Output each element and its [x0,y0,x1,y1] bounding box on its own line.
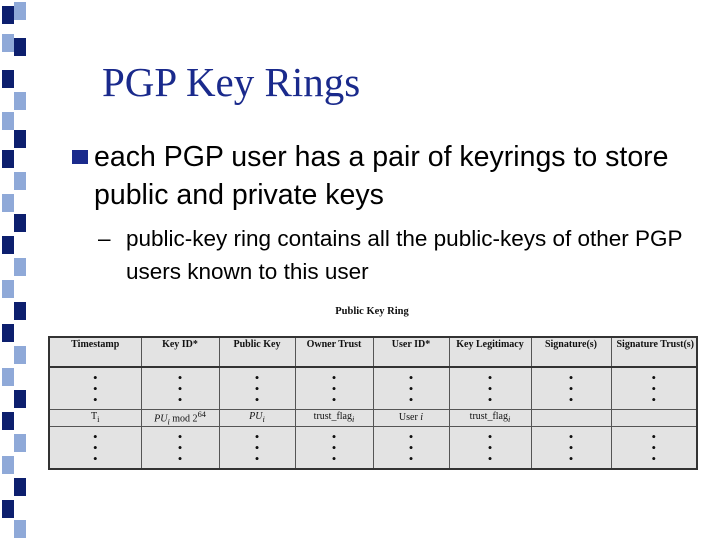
public-key-ring-table [48,336,698,470]
signature-trust-cell [611,409,697,427]
strip-square [2,324,14,342]
ellipsis-cell: • • • [219,367,295,409]
ellipsis-cell: • • • [449,427,531,469]
table-row [49,367,697,409]
sub-bullet-point [98,222,698,288]
strip-square [14,92,26,110]
strip-square [2,194,14,212]
strip-square [2,280,14,298]
bullet-square-icon [72,150,88,164]
slide-title: PGP Key Rings [102,59,361,105]
strip-square [2,112,14,130]
strip-square [14,2,26,20]
ellipsis-cell: • • • [373,427,449,469]
strip-square [14,390,26,408]
column-header: Key Legitimacy [449,337,531,367]
strip-square [14,130,26,148]
column-header: Signature(s) [531,337,611,367]
ellipsis-cell: • • • [295,367,373,409]
strip-square [2,368,14,386]
strip-square [2,456,14,474]
table-row [49,409,697,427]
strip-square [14,38,26,56]
column-header: Timestamp [49,337,141,367]
public-key-ring-figure [48,306,696,470]
strip-square [2,412,14,430]
strip-square [14,520,26,538]
sub-bullet-text: public-key ring contains all the public-keys of other PGP users known to this user [126,226,683,284]
timestamp-cell: $T_i$ [49,409,141,427]
figure-caption: Public Key Ring [335,306,409,317]
ellipsis-cell: • • • [141,367,219,409]
column-header: Key ID* [141,337,219,367]
public-key-cell: $PU_i$ [219,409,295,427]
ellipsis-cell: • • • [531,367,611,409]
column-header: Public Key [219,337,295,367]
strip-square [14,302,26,320]
strip-square [14,258,26,276]
ellipsis-cell: • • • [449,367,531,409]
ellipsis-cell: • • • [611,427,697,469]
owner-trust-cell: trust_flag$_i$ [295,409,373,427]
strip-square [14,478,26,496]
strip-square [14,172,26,190]
strip-square [2,34,14,52]
strip-square [14,214,26,232]
bullet-point [62,138,702,214]
strip-square [2,150,14,168]
strip-square [2,6,14,24]
ellipsis-cell: • • • [219,427,295,469]
bullet-text: each PGP user has a pair of keyrings to store public and private keys [94,141,669,211]
ellipsis-cell: • • • [141,427,219,469]
key-legitimacy-cell: trust_flag$_i$ [449,409,531,427]
signature-cell [531,409,611,427]
user-id-cell: User i [373,409,449,427]
column-header: Owner Trust [295,337,373,367]
decorative-strip [0,0,28,540]
table-header-row [49,337,697,367]
table-row [49,427,697,469]
ellipsis-cell: • • • [295,427,373,469]
column-header: Signature Trust(s) [611,337,697,367]
strip-square [14,434,26,452]
strip-square [2,500,14,518]
ellipsis-cell: • • • [373,367,449,409]
key-id-cell: $PU_i$ mod $2^{64}$ [141,409,219,427]
ellipsis-cell: • • • [49,427,141,469]
sub-bullet-dash: – [98,226,111,251]
strip-square [14,346,26,364]
strip-square [2,70,14,88]
ellipsis-cell: • • • [49,367,141,409]
ellipsis-cell: • • • [531,427,611,469]
column-header: User ID* [373,337,449,367]
strip-square [2,236,14,254]
ellipsis-cell: • • • [611,367,697,409]
